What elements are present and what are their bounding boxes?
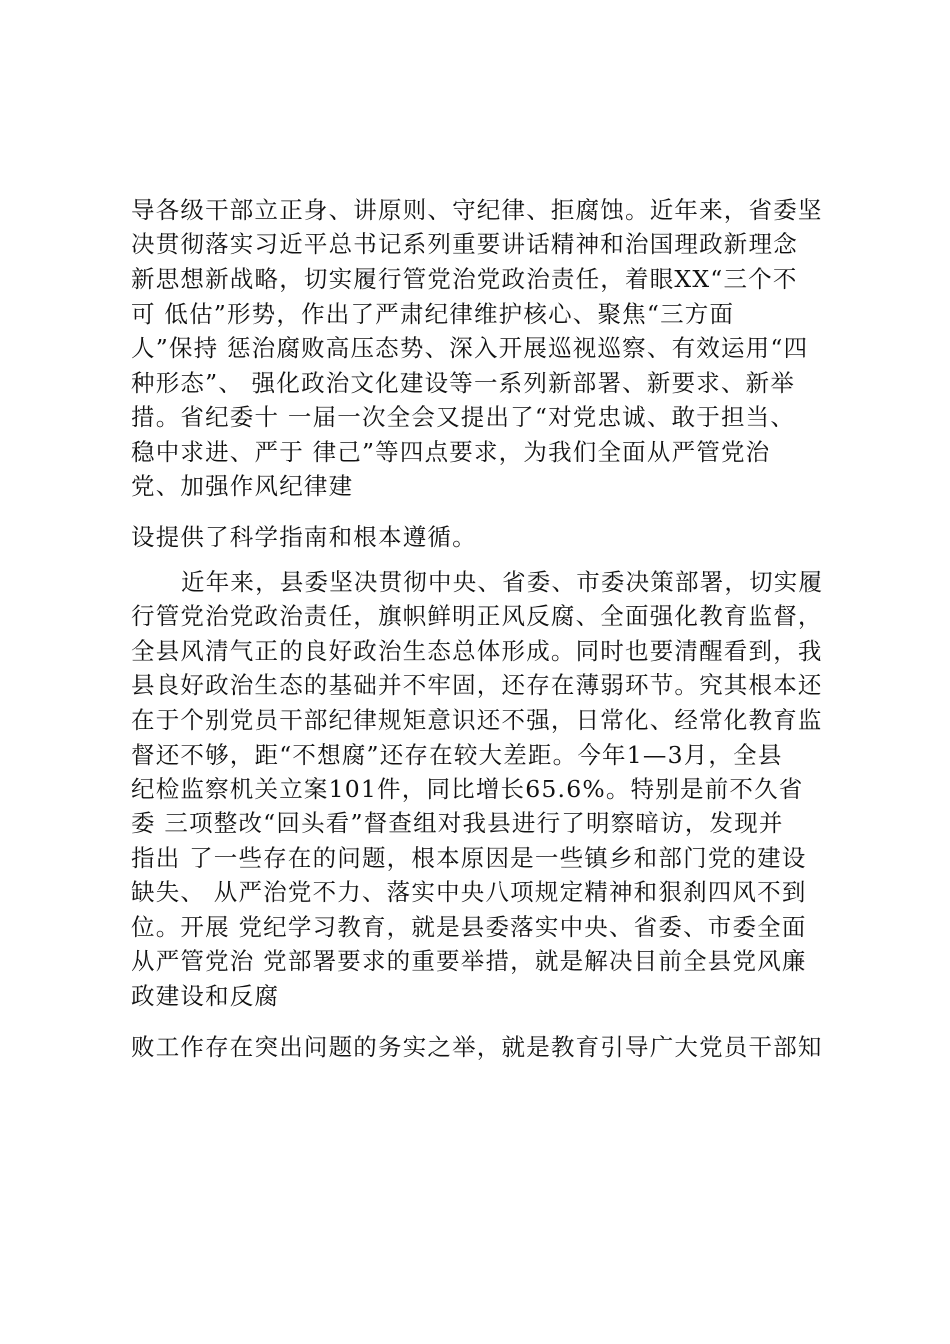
text-line: 败工作存在突出问题的务实之举，就是教育引导广大党员干部知 <box>131 1033 823 1061</box>
text-line: 督还不够，距“不想腐”还存在较大差距。今年1—3月，全县 <box>131 741 783 769</box>
text-line: 设提供了科学指南和根本遵循。 <box>131 523 477 551</box>
text-line: 位。开展 党纪学习教育，就是县委落实中央、省委、市委全面 <box>131 913 807 941</box>
text-line: 人”保持 惩治腐败高压态势、深入开展巡视巡察、有效运用“四 <box>131 334 809 362</box>
text-line: 缺失、 从严治党不力、落实中央八项规定精神和狠刹四风不到 <box>131 878 807 906</box>
text-line: 政建设和反腐 <box>131 982 280 1010</box>
text-line: 新思想新战略，切实履行管党治党政治责任，着眼XX“三个不 <box>131 265 798 293</box>
text-line: 决贯彻落实习近平总书记系列重要讲话精神和治国理政新理念 <box>131 230 798 258</box>
text-line: 导各级干部立正身、讲原则、守纪律、拒腐蚀。近年来，省委坚 <box>131 196 823 224</box>
text-line: 在于个别党员干部纪律规矩意识还不强，日常化、经常化教育监 <box>131 706 823 734</box>
text-line: 行管党治党政治责任，旗帜鲜明正风反腐、全面强化教育监督， <box>131 602 823 630</box>
text-line: 从严管党治 党部署要求的重要举措，就是解决目前全县党风廉 <box>131 947 807 975</box>
text-line: 措。省纪委十 一届一次全会又提出了“对党忠诚、敢于担当、 <box>131 403 796 431</box>
text-line: 指出 了一些存在的问题，根本原因是一些镇乡和部门党的建设 <box>131 844 807 872</box>
text-line: 种形态”、 强化政治文化建设等一系列新部署、新要求、新举 <box>131 369 796 397</box>
text-line: 稳中求进、严于 律己”等四点要求，为我们全面从严管党治 <box>131 438 771 466</box>
text-line: 县良好政治生态的基础并不牢固，还存在薄弱环节。究其根本还 <box>131 671 823 699</box>
text-line: 可 低估”形势，作出了严肃纪律维护核心、聚焦“三方面 <box>131 300 735 328</box>
paragraph-first-line: 近年来，县委坚决贯彻中央、省委、市委决策部署，切实履 <box>181 568 824 596</box>
text-line: 委 三项整改“回头看”督查组对我县进行了明察暗访，发现并 <box>131 809 784 837</box>
text-line: 全县风清气正的良好政治生态总体形成。同时也要清醒看到，我 <box>131 637 823 665</box>
text-line: 党、加强作风纪律建 <box>131 472 354 500</box>
text-line: 纪检监察机关立案101件，同比增长65.6%。特别是前不久省 <box>131 775 804 803</box>
